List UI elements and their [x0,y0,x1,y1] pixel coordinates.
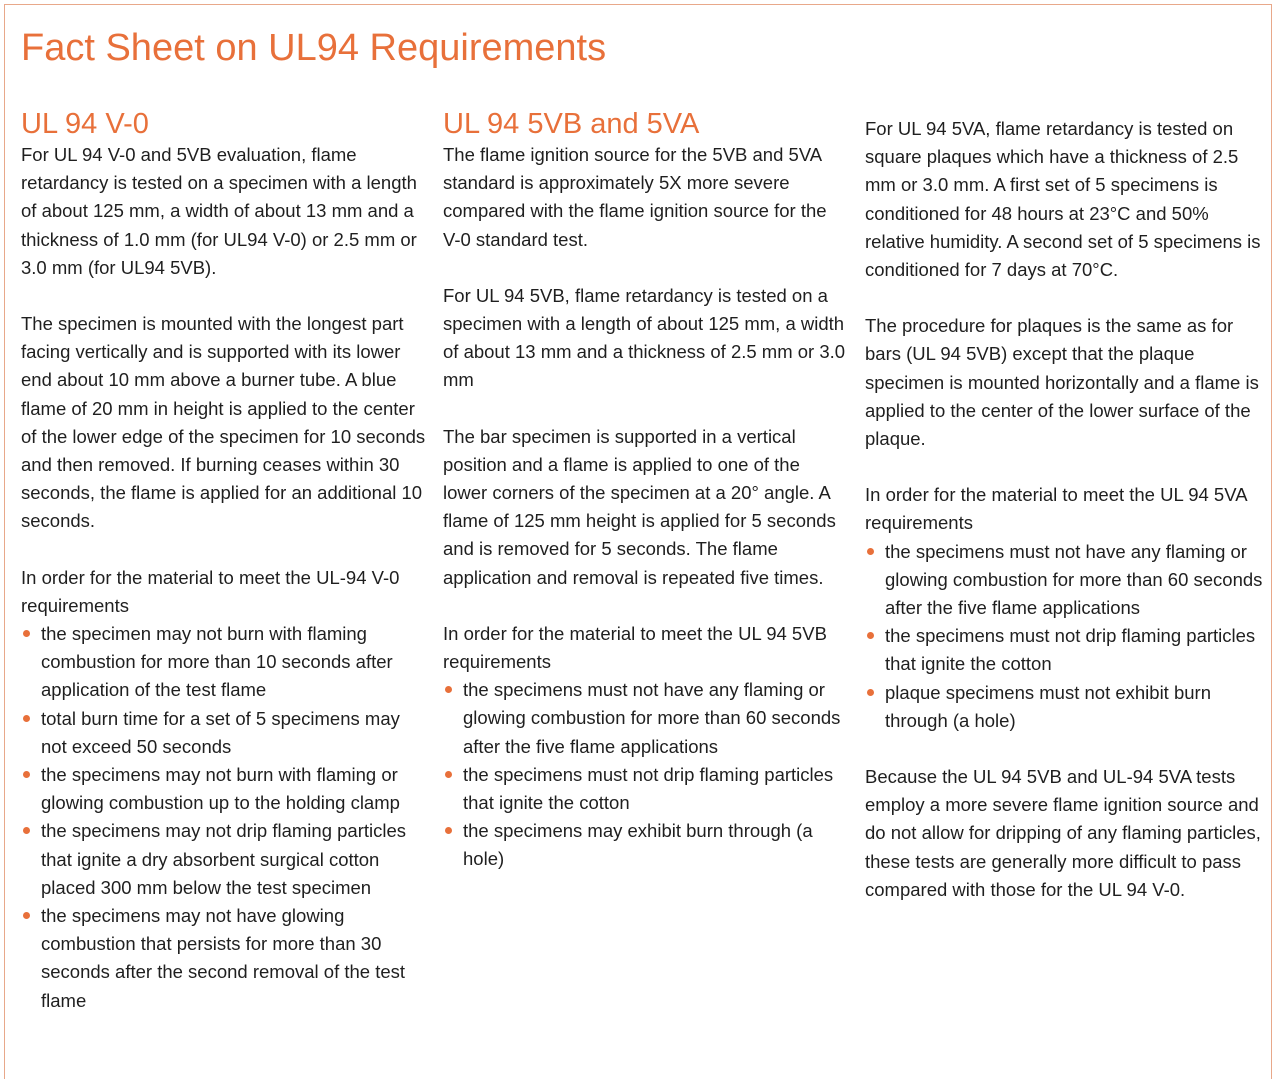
v0-requirements-lead: In order for the material to meet the UL-94 V-0 requirements [21,566,400,616]
list-item [865,622,1265,678]
list-item-text: the specimens must not have any flaming or glowing combustion for more than 60 seconds after the five flame applications [885,540,1263,619]
bullet-icon [867,548,874,555]
list-item [865,538,1265,623]
fact-sheet [4,4,1272,1079]
bullet-icon [867,689,874,696]
5va-requirements-lead: In order for the material to meet the UL 94 5VA requirements [865,484,1247,534]
bullet-icon [23,771,30,778]
v0-paragraph-1: For UL 94 V-0 and 5VB evaluation, flame retardancy is tested on a specimen with a length of about 125 mm, a width of about 13 mm and a thickness of 1.0 mm (for UL94 V-0) or 2.5 mm or 3.0 mm (for UL94 5VB). [21,144,417,278]
list-item [443,676,848,761]
section-heading-v0: UL 94 V-0 [21,108,149,140]
bullet-icon [445,827,452,834]
bullet-icon [23,715,30,722]
bullet-icon [445,771,452,778]
list-item-text: the specimens must not have any flaming or glowing combustion for more than 60 seconds after the five flame applications [463,679,841,757]
list-item-text: total burn time for a set of 5 specimens may not exceed 50 seconds [41,707,400,757]
5vb-paragraph-3: The bar specimen is supported in a vertical position and a flame is applied to one of the lower corners of the specimen at a 20° angle. A flame of 125 mm height is applied for 5 seconds and is removed for 5 seconds. The flame application and removal is repeated five times. [443,425,836,588]
list-item [443,761,848,817]
list-item [21,620,426,705]
list-item [21,761,426,817]
5vb-paragraph-1: The flame ignition source for the 5VB and 5VA standard is approximately 5X more severe compared with the flame ignition source for the V-0 standard test. [443,144,827,250]
5va-paragraph-2: The procedure for plaques is the same as for bars (UL 94 5VB) except that the plaque specimen is mounted horizontally and a flame is applied to the center of the lower surface of the plaque. [865,315,1259,450]
column-ul94-5va [865,115,1265,932]
closing-paragraph: Because the UL 94 5VB and UL-94 5VA tests employ a more severe flame ignition source and do not allow for dripping of any flaming particles, these tests are generally more difficult to pass compared with those for the UL 94 V-0. [865,766,1261,900]
list-item-text: the specimens may not burn with flaming or glowing combustion up to the holding clamp [41,764,400,814]
column-ul94-5vb-5va [443,107,848,902]
list-item-text: the specimens may not drip flaming particles that ignite a dry absorbent surgical cotton placed 300 mm below the test specimen [41,820,407,898]
list-item-text: plaque specimens must not exhibit burn through (a hole) [885,681,1211,731]
list-item-text: the specimen may not burn with flaming combustion for more than 10 seconds after application of the test flame [41,623,393,701]
5va-requirements-list [865,538,1265,735]
list-item-text: the specimens may not have glowing combustion that persists for more than 30 seconds after the second removal of the test flame [41,905,406,1011]
5vb-requirements-lead: In order for the material to meet the UL 94 5VB requirements [443,622,827,673]
list-item [21,902,426,1015]
bullet-icon [23,912,30,919]
list-item [21,817,426,902]
page-title: Fact Sheet on UL94 Requirements [21,27,607,69]
v0-requirements-list [21,620,426,1015]
bullet-icon [445,686,452,693]
5va-paragraph-1: For UL 94 5VA, flame retardancy is tested on square plaques which have a thickness of 2.5 mm or 3.0 mm. A first set of 5 specimens is conditioned for 48 hours at 23°C and 50% relative humidity. A second set of 5 specimens is conditioned for 7 days at 70°C. [865,118,1261,281]
list-item [443,817,848,873]
column-ul94-v0 [21,107,426,1043]
list-item-text: the specimens must not drip flaming particles that ignite the cotton [885,625,1256,675]
bullet-icon [867,632,874,639]
section-heading-5vb-5va: UL 94 5VB and 5VA [443,108,700,140]
list-item [865,679,1265,735]
bullet-icon [23,630,30,637]
5vb-paragraph-2: For UL 94 5VB, flame retardancy is tested on a specimen with a length of about 125 mm, a width of about 13 mm and a thickness of 2.5 mm or 3.0 mm [443,284,846,391]
list-item [21,705,426,761]
bullet-icon [23,827,30,834]
5vb-requirements-list [443,676,848,873]
list-item-text: the specimens must not drip flaming particles that ignite the cotton [463,763,834,814]
list-item-text: the specimens may exhibit burn through (a hole) [463,820,813,870]
v0-paragraph-2: The specimen is mounted with the longest part facing vertically and is supported with its lower end about 10 mm above a burner tube. A blue flame of 20 mm in height is applied to the center of the lower edge of the specimen for 10 seconds and then removed. If burning ceases within 30 seconds, the flame is applied for an additional 10 seconds. [21,313,426,532]
